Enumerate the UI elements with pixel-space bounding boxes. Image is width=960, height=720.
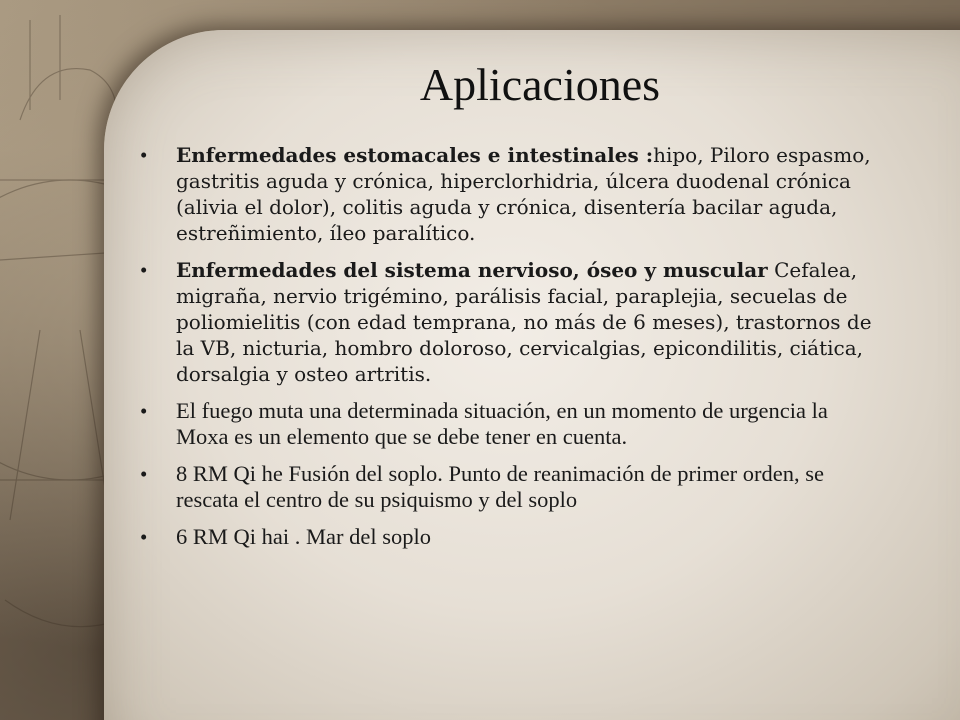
bullet-item: [140, 461, 880, 513]
bullet-text: El fuego muta una determinada situación, en un momento de urgencia la Moxa es un elemento que se debe tener en cuenta.: [176, 398, 828, 449]
bullet-dot-icon: •: [140, 525, 148, 549]
bullet-dot-icon: •: [140, 399, 148, 423]
bullet-dot-icon: •: [140, 258, 148, 282]
bullet-item: [140, 524, 880, 550]
bullet-text: hipo, Piloro espasmo, gastritis aguda y crónica, hiperclorhidria, úlcera duodenal crónica (alivia el dolor), colitis aguda y crónica, disentería bacilar aguda, estreñimiento, íleo paralítico.: [176, 143, 871, 245]
bullet-item: [140, 142, 880, 246]
bullet-item: [140, 398, 880, 450]
bullet-lead: Enfermedades del sistema nervioso, óseo y muscular: [176, 258, 768, 282]
bullet-text: 6 RM Qi hai . Mar del soplo: [176, 524, 431, 549]
bullet-dot-icon: •: [140, 143, 148, 167]
slide-title: Aplicaciones: [419, 59, 661, 110]
bullet-item: [140, 257, 880, 387]
bullet-list: [140, 142, 880, 561]
bullet-text: 8 RM Qi he Fusión del soplo. Punto de reanimación de primer orden, se rescata el centro de su psiquismo y del soplo: [176, 461, 825, 512]
bullet-lead: Enfermedades estomacales e intestinales :: [176, 143, 654, 167]
bullet-text: Cefalea, migraña, nervio trigémino, parálisis facial, paraplejia, secuelas de poliomielitis (con edad temprana, no más de 6 meses), trastornos de la VB, nicturia, hombro doloroso, cervicalgias, epicondilitis, ciática, dorsalgia y osteo artritis.: [176, 258, 872, 386]
bullet-dot-icon: •: [140, 462, 148, 486]
